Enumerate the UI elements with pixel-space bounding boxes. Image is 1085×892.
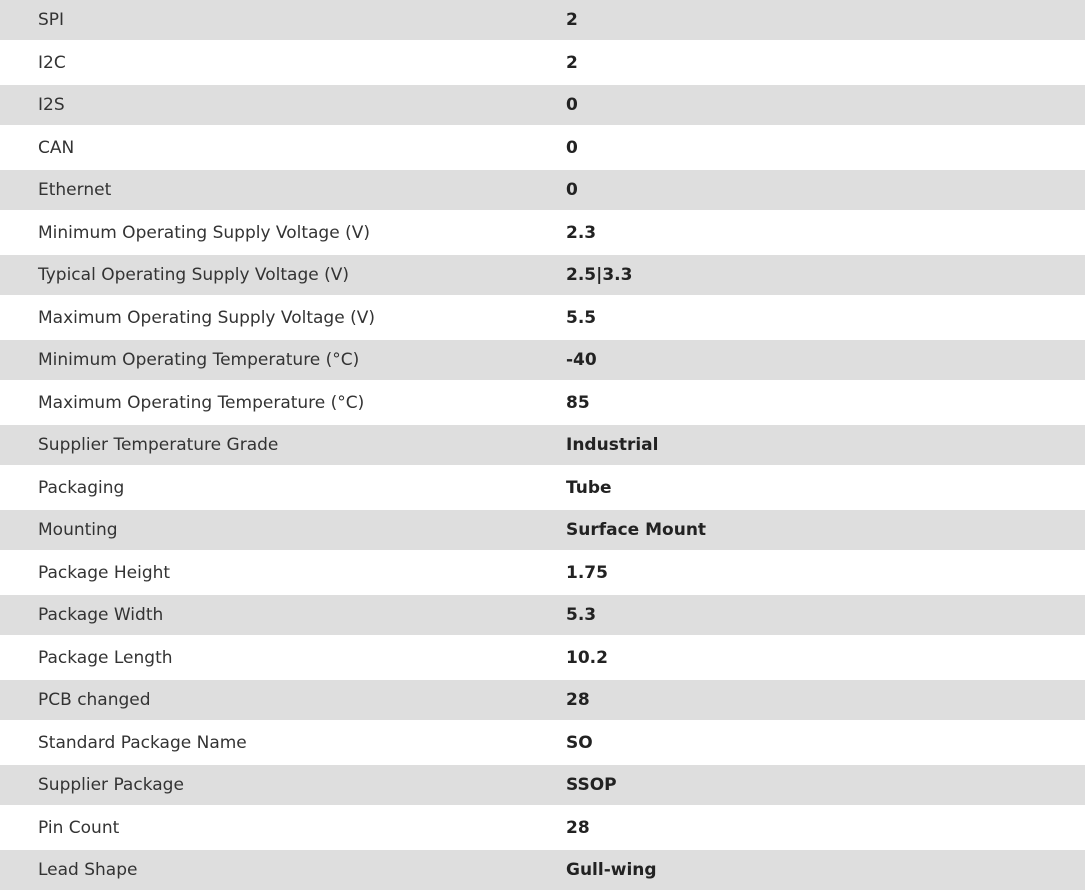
- table-row: [0, 635, 1085, 680]
- table-row: [0, 805, 1085, 850]
- table-row: [0, 295, 1085, 340]
- spec-value: 0: [566, 170, 1085, 210]
- spec-label: Supplier Package: [0, 765, 566, 805]
- spec-label: Package Width: [0, 595, 566, 635]
- spec-value: Industrial: [566, 425, 1085, 465]
- table-row: [0, 255, 1085, 295]
- spec-value: 5.5: [566, 295, 1085, 340]
- spec-label: CAN: [0, 125, 566, 170]
- table-row: [0, 765, 1085, 805]
- spec-label: Packaging: [0, 465, 566, 510]
- spec-label: Mounting: [0, 510, 566, 550]
- spec-value: 28: [566, 680, 1085, 720]
- spec-value: -40: [566, 340, 1085, 380]
- spec-value: Gull-wing: [566, 850, 1085, 890]
- spec-value: 85: [566, 380, 1085, 425]
- spec-label: Package Length: [0, 635, 566, 680]
- spec-label: Lead Shape: [0, 850, 566, 890]
- spec-label: Maximum Operating Supply Voltage (V): [0, 295, 566, 340]
- table-row: [0, 510, 1085, 550]
- spec-label: PCB changed: [0, 680, 566, 720]
- table-row: [0, 380, 1085, 425]
- table-row: [0, 465, 1085, 510]
- spec-value: 10.2: [566, 635, 1085, 680]
- spec-value: 5.3: [566, 595, 1085, 635]
- spec-value: 2.3: [566, 210, 1085, 255]
- spec-value: 2: [566, 0, 1085, 40]
- spec-label: Package Height: [0, 550, 566, 595]
- spec-label: I2S: [0, 85, 566, 125]
- spec-value: SO: [566, 720, 1085, 765]
- spec-label: I2C: [0, 40, 566, 85]
- table-row: [0, 720, 1085, 765]
- spec-label: Maximum Operating Temperature (°C): [0, 380, 566, 425]
- table-row: [0, 680, 1085, 720]
- table-row: [0, 550, 1085, 595]
- spec-label: SPI: [0, 0, 566, 40]
- spec-value: Tube: [566, 465, 1085, 510]
- table-row: [0, 425, 1085, 465]
- spec-value: 0: [566, 85, 1085, 125]
- spec-value: 0: [566, 125, 1085, 170]
- spec-value: 2: [566, 40, 1085, 85]
- spec-label: Minimum Operating Temperature (°C): [0, 340, 566, 380]
- spec-label: Pin Count: [0, 805, 566, 850]
- spec-value: Surface Mount: [566, 510, 1085, 550]
- spec-value: 1.75: [566, 550, 1085, 595]
- table-row: [0, 0, 1085, 40]
- spec-label: Ethernet: [0, 170, 566, 210]
- table-row: [0, 85, 1085, 125]
- spec-value: SSOP: [566, 765, 1085, 805]
- table-row: [0, 170, 1085, 210]
- table-row: [0, 340, 1085, 380]
- spec-label: Supplier Temperature Grade: [0, 425, 566, 465]
- spec-value: 28: [566, 805, 1085, 850]
- table-row: [0, 210, 1085, 255]
- spec-label: Standard Package Name: [0, 720, 566, 765]
- spec-label: Minimum Operating Supply Voltage (V): [0, 210, 566, 255]
- table-row: [0, 125, 1085, 170]
- table-row: [0, 40, 1085, 85]
- spec-value: 2.5|3.3: [566, 255, 1085, 295]
- table-row: [0, 595, 1085, 635]
- table-row: [0, 850, 1085, 890]
- spec-label: Typical Operating Supply Voltage (V): [0, 255, 566, 295]
